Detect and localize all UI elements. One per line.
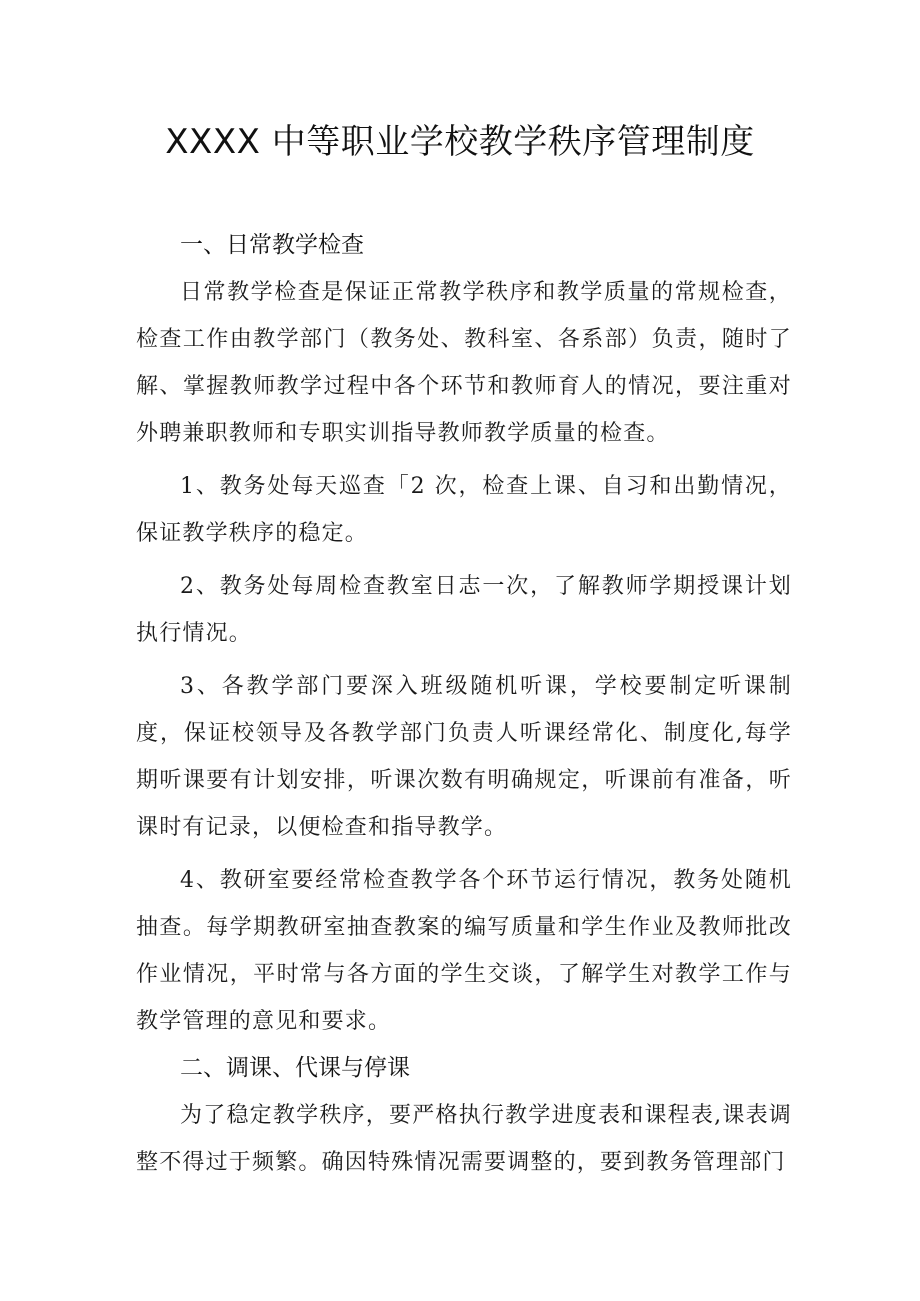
paragraph: 3、各教学部门要深入班级随机听课，学校要制定听课制度，保证校领导及各教学部门负责人听课经常化、制度化,每学期听课要有计划安排，听课次数有明确规定，听课前有准备，听课时有记录，以便检查和指导教学。: [136, 674, 792, 840]
section-heading: 二、调课、代课与停课: [180, 1055, 410, 1081]
document-title: XXXX 中等职业学校教学秩序管理制度: [165, 122, 755, 162]
section-heading: 一、日常教学检查: [180, 232, 364, 258]
paragraph: 4、教研室要经常检查教学各个环节运行情况，教务处随机抽查。每学期教研室抽查教案的编写质量和学生作业及教师批改作业情况，平时常与各方面的学生交谈，了解学生对教学工作与教学管理的意见和要求。: [136, 868, 792, 1034]
document-body: [136, 222, 792, 1186]
paragraph: 为了稳定教学秩序，要严格执行教学进度表和课程表,课表调整不得过于频繁。确因特殊情况需要调整的，要到教务管理部门: [136, 1103, 792, 1175]
paragraph: 2、教务处每周检查教室日志一次，了解教师学期授课计划执行情况。: [136, 574, 792, 646]
paragraph: 1、教务处每天巡查「2 次，检查上课、自习和出勤情况，保证教学秩序的稳定。: [136, 474, 792, 546]
paragraph: 日常教学检查是保证正常教学秩序和教学质量的常规检查，检查工作由教学部门（教务处、教科室、各系部）负责，随时了解、掌握教师教学过程中各个环节和教师育人的情况，要注重对外聘兼职教师和专职实训指导教师教学质量的检查。: [136, 280, 792, 446]
